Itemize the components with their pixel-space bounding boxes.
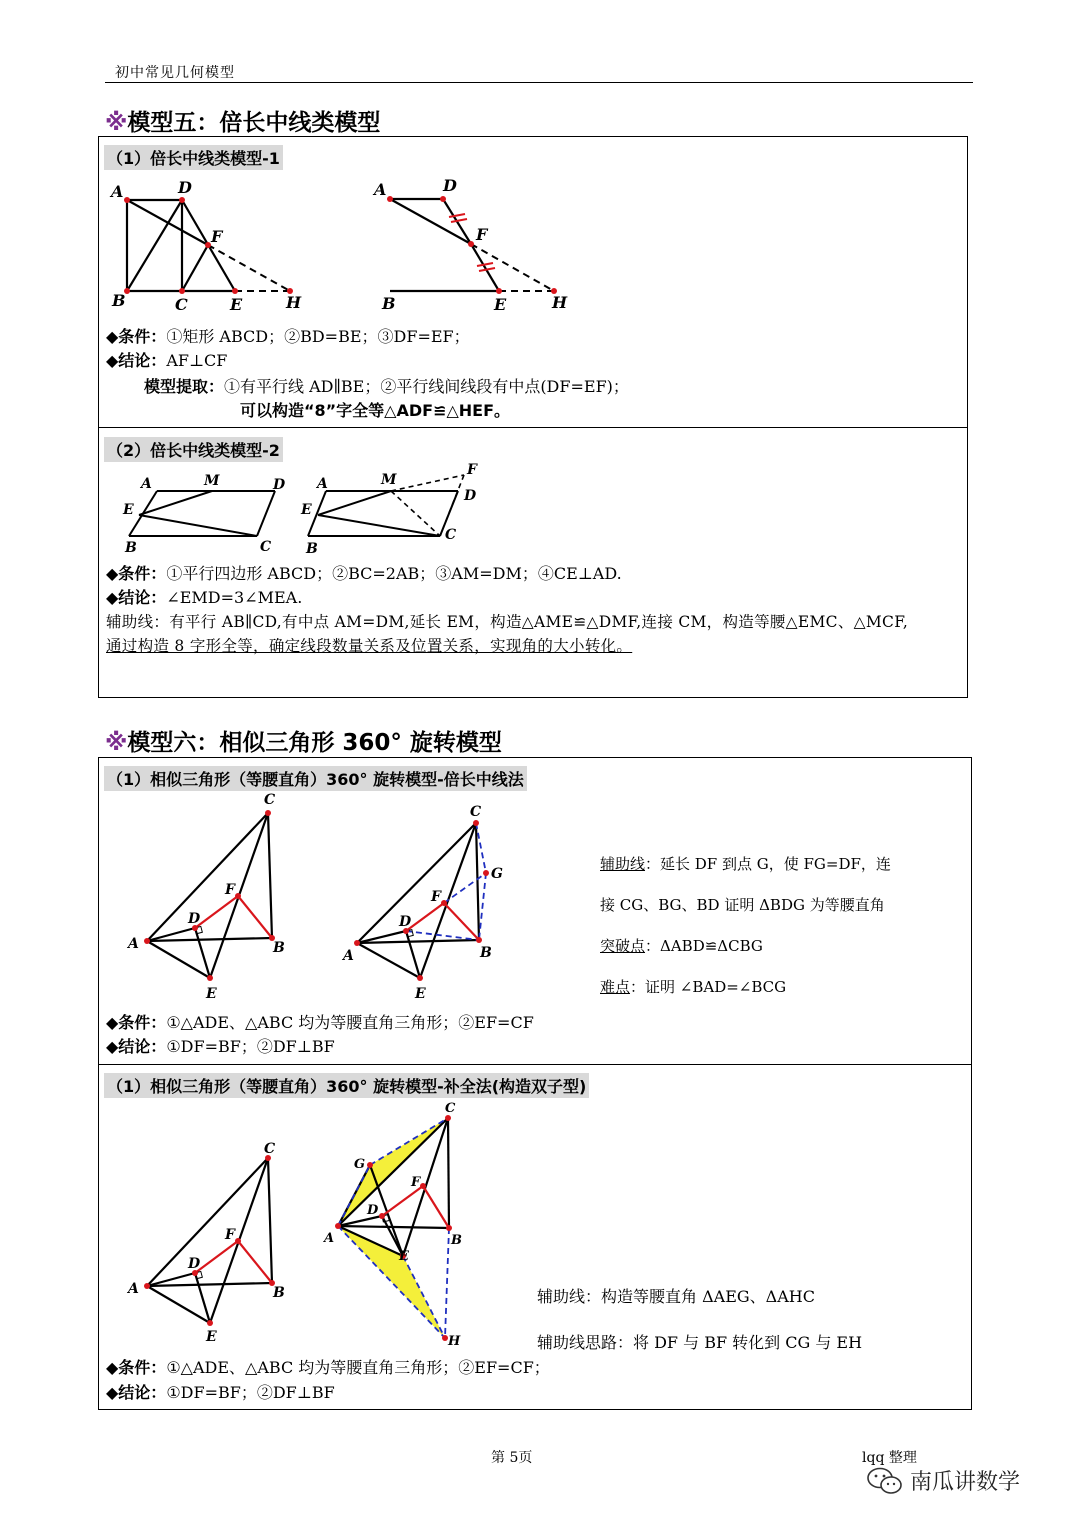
label-G: G bbox=[491, 866, 503, 882]
label-F: F bbox=[411, 1175, 421, 1190]
conclusion-text: ①DF=BF；②DF⊥BF bbox=[166, 1383, 335, 1402]
label-H: H bbox=[448, 1334, 461, 1349]
label-C: C bbox=[175, 295, 188, 314]
condition-text: ①△ADE、△ABC 均为等腰直角三角形；②EF=CF； bbox=[166, 1358, 550, 1377]
conclusion-text: AF⊥CF bbox=[166, 351, 228, 370]
model6-part1-difficulty bbox=[600, 976, 786, 997]
label-B: B bbox=[125, 540, 137, 556]
model5-part1-conclusion bbox=[106, 348, 227, 371]
model6-part2-fig2 bbox=[318, 1098, 478, 1350]
label-D: D bbox=[367, 1203, 379, 1218]
reference-mark: ※ bbox=[105, 110, 128, 136]
aux-line2-text: 通过构造 8 字形全等，确定线段数量关系及位置关系，实现角的大小转化。 bbox=[106, 637, 633, 655]
model5-part1-subtitle: （1）倍长中线类模型-1 bbox=[104, 145, 283, 170]
label-A: A bbox=[374, 180, 387, 199]
label-F: F bbox=[211, 227, 223, 246]
label-A: A bbox=[343, 948, 354, 964]
label-A: A bbox=[317, 476, 328, 492]
model5-part2-subtitle: （2）倍长中线类模型-2 bbox=[104, 437, 283, 462]
header-title: 初中常见几何模型 bbox=[115, 65, 235, 81]
label-C: C bbox=[264, 1141, 276, 1157]
model6-part1-subtitle: （1）相似三角形（等腰直角）360° 旋转模型-倍长中线法 bbox=[104, 766, 527, 791]
label-E: E bbox=[415, 986, 426, 1002]
model5-divider bbox=[98, 427, 968, 428]
breakthrough-label: 突破点 bbox=[600, 937, 646, 955]
difficulty-text: ：证明 ∠BAD=∠BCG bbox=[630, 978, 787, 996]
model6-part2-condition bbox=[106, 1355, 550, 1378]
model5-part1-extract bbox=[144, 374, 629, 397]
model5-part2-fig1 bbox=[115, 470, 290, 558]
aux-label: 辅助线 bbox=[600, 855, 646, 873]
label-E: E bbox=[399, 1249, 409, 1264]
condition-text: ①矩形 ABCD；②BD=BE；③DF=EF； bbox=[166, 327, 470, 346]
label-A: A bbox=[111, 182, 124, 201]
model6-part1-fig2 bbox=[333, 800, 513, 1006]
label-B: B bbox=[273, 940, 285, 956]
reference-mark: ※ bbox=[105, 730, 128, 756]
label-D: D bbox=[188, 1256, 201, 1272]
label-B: B bbox=[382, 294, 396, 313]
condition-text: ①平行四边形 ABCD；②BC=2AB；③AM=DM；④CE⊥AD. bbox=[166, 564, 622, 583]
model6-part1-aux1 bbox=[600, 853, 891, 874]
model5-part2-condition bbox=[106, 561, 622, 584]
header-divider bbox=[105, 82, 973, 83]
label-B: B bbox=[306, 541, 318, 557]
model6-divider bbox=[98, 1064, 972, 1065]
condition-label: ◆条件： bbox=[106, 564, 167, 583]
difficulty-label: 难点 bbox=[600, 978, 631, 996]
label-C: C bbox=[260, 539, 272, 555]
watermark bbox=[866, 1465, 1020, 1496]
label-D: D bbox=[443, 176, 457, 195]
label-M: M bbox=[381, 472, 397, 488]
extract-text-2: 可以构造“8”字全等△ADF≌△HEF。 bbox=[240, 401, 511, 420]
label-B: B bbox=[451, 1233, 462, 1248]
section-title-text: 模型六：相似三角形 360° 旋转模型 bbox=[127, 730, 502, 756]
model5-fig1 bbox=[100, 172, 320, 317]
extract-label: 模型提取： bbox=[144, 377, 225, 396]
conclusion-text: ①DF=BF；②DF⊥BF bbox=[166, 1037, 335, 1056]
condition-label: ◆条件： bbox=[106, 1358, 167, 1377]
model5-part2-conclusion bbox=[106, 585, 302, 608]
label-M: M bbox=[204, 473, 220, 489]
watermark-text: 南瓜讲数学 bbox=[910, 1470, 1021, 1495]
label-D: D bbox=[273, 477, 286, 493]
label-A: A bbox=[128, 1281, 139, 1297]
model6-part1-conclusion bbox=[106, 1034, 335, 1057]
model6-part2-aux1: 辅助线：构造等腰直角 ΔAEG、ΔAHC bbox=[537, 1287, 815, 1306]
model5-fig2 bbox=[368, 172, 578, 317]
label-F: F bbox=[467, 462, 477, 478]
conclusion-label: ◆结论： bbox=[106, 1383, 167, 1402]
condition-text: ①△ADE、△ABC 均为等腰直角三角形；②EF=CF bbox=[166, 1013, 534, 1032]
conclusion-label: ◆结论： bbox=[106, 351, 167, 370]
label-D: D bbox=[399, 914, 412, 930]
label-D: D bbox=[188, 911, 201, 927]
label-A: A bbox=[128, 936, 139, 952]
label-C: C bbox=[264, 792, 276, 808]
breakthrough-text: ：ΔABD≌ΔCBG bbox=[645, 937, 763, 955]
label-H: H bbox=[286, 293, 302, 312]
model6-part2-aux2: 辅助线思路：将 DF 与 BF 转化到 CG 与 EH bbox=[537, 1333, 863, 1352]
aux-text-1: ：延长 DF 到点 G，使 FG=DF，连 bbox=[645, 855, 891, 873]
section-title-model5 bbox=[105, 104, 380, 137]
label-F: F bbox=[476, 225, 488, 244]
conclusion-text: ∠EMD=3∠MEA. bbox=[166, 588, 303, 607]
label-B: B bbox=[273, 1285, 285, 1301]
condition-label: ◆条件： bbox=[106, 1013, 167, 1032]
label-E: E bbox=[206, 1329, 217, 1345]
label-E: E bbox=[206, 986, 217, 1002]
label-F: F bbox=[225, 1227, 235, 1243]
section-title-model6 bbox=[105, 724, 502, 757]
model5-part2-aux-line2 bbox=[106, 634, 632, 656]
label-C: C bbox=[445, 1101, 456, 1116]
label-H: H bbox=[552, 293, 568, 312]
conclusion-label: ◆结论： bbox=[106, 1037, 167, 1056]
model5-part1-condition bbox=[106, 324, 470, 347]
model6-part2-fig1 bbox=[120, 1133, 295, 1348]
conclusion-label: ◆结论： bbox=[106, 588, 167, 607]
label-E: E bbox=[301, 502, 312, 518]
label-D: D bbox=[178, 178, 192, 197]
label-F: F bbox=[225, 882, 235, 898]
model6-part1-fig1 bbox=[120, 788, 295, 1006]
model6-part1-condition bbox=[106, 1010, 534, 1033]
label-E: E bbox=[494, 295, 507, 314]
label-B: B bbox=[480, 945, 492, 961]
label-E: E bbox=[123, 502, 134, 518]
label-B: B bbox=[112, 291, 126, 310]
model5-part2-fig2 bbox=[296, 460, 486, 558]
extract-text: ①有平行线 AD∥BE；②平行线间线段有中点(DF=EF)； bbox=[224, 377, 629, 396]
label-A: A bbox=[141, 476, 152, 492]
label-C: C bbox=[470, 804, 482, 820]
label-A: A bbox=[324, 1231, 335, 1246]
label-E: E bbox=[230, 295, 243, 314]
condition-label: ◆条件： bbox=[106, 327, 167, 346]
model5-part2-aux-line1: 辅助线：有平行 AB∥CD,有中点 AM=DM,延长 EM，构造△AME≌△DMF,连接 CM，构造等腰△EMC、△MCF, bbox=[106, 613, 909, 631]
page-number: 第 5页 bbox=[491, 1450, 533, 1466]
model5-part1-extract2 bbox=[240, 398, 510, 421]
label-D: D bbox=[464, 488, 477, 504]
model6-part1-aux2: 接 CG、BG、BD 证明 ΔBDG 为等腰直角 bbox=[600, 896, 885, 914]
model6-part1-breakthrough bbox=[600, 935, 763, 956]
model6-part2-conclusion bbox=[106, 1380, 335, 1403]
wechat-icon bbox=[866, 1466, 904, 1496]
compiler-credit: lqq 整理 bbox=[862, 1450, 917, 1466]
label-G: G bbox=[354, 1157, 366, 1172]
label-F: F bbox=[431, 889, 441, 905]
section-title-text: 模型五：倍长中线类模型 bbox=[127, 110, 381, 136]
label-C: C bbox=[445, 527, 457, 543]
model6-part2-subtitle: （1）相似三角形（等腰直角）360° 旋转模型-补全法(构造双子型) bbox=[104, 1073, 589, 1098]
